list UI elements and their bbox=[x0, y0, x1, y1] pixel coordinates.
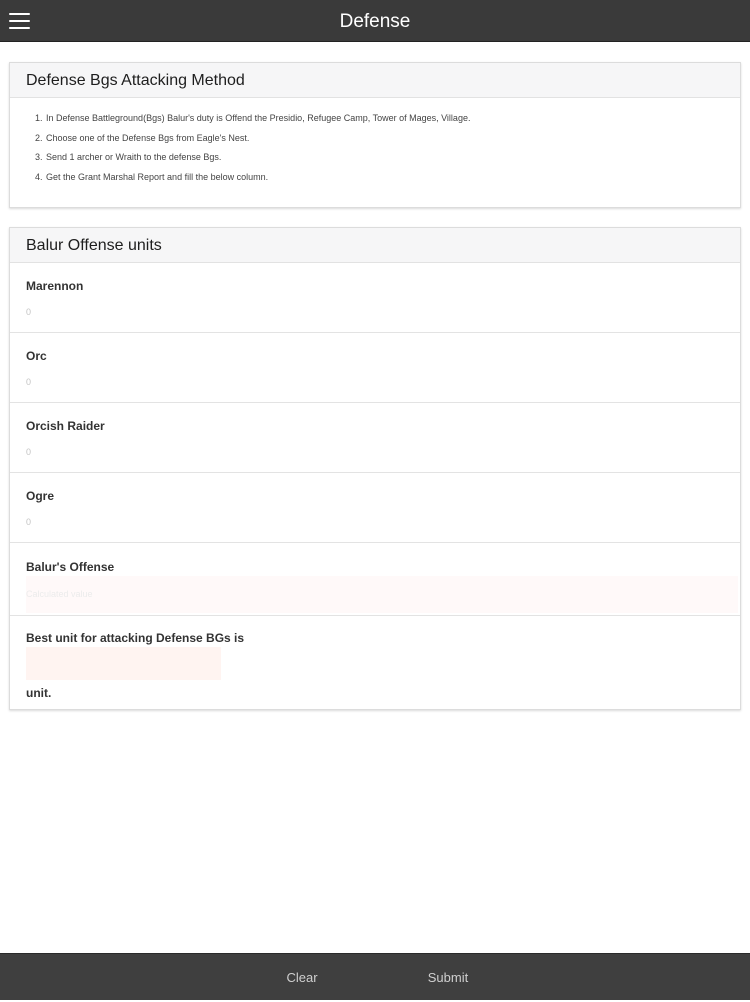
page-title: Defense bbox=[339, 11, 411, 32]
clear-button[interactable]: Clear bbox=[286, 970, 318, 985]
balur-offense-label: Balur's Offense bbox=[26, 560, 115, 574]
best-unit-suffix: unit. bbox=[26, 686, 52, 700]
method-step: 3. Send 1 archer or Wraith to the defense Bgs. bbox=[45, 151, 740, 171]
best-unit-row bbox=[10, 616, 740, 707]
offense-units-title: Balur Offense units bbox=[10, 228, 740, 263]
unit-row-ogre bbox=[10, 473, 740, 543]
best-unit-label: Best unit for attacking Defense BGs is bbox=[26, 631, 245, 645]
method-step: 4. Get the Grant Marshal Report and fill the below column. bbox=[45, 171, 740, 191]
balur-offense-value bbox=[26, 576, 738, 613]
method-step: 2. Choose one of the Defense Bgs from Eagle's Nest. bbox=[45, 132, 740, 152]
submit-button[interactable]: Submit bbox=[427, 970, 469, 985]
attacking-method-title: Defense Bgs Attacking Method bbox=[10, 63, 740, 98]
attacking-method-steps bbox=[10, 98, 740, 190]
balur-offense-placeholder: Calculated value bbox=[26, 589, 93, 599]
offense-units-card bbox=[9, 227, 741, 710]
orc-input[interactable] bbox=[24, 373, 728, 391]
orc-label: Orc bbox=[26, 349, 47, 363]
marennon-input[interactable] bbox=[24, 303, 728, 321]
bottom-action-bar bbox=[0, 953, 750, 1000]
unit-row-orc bbox=[10, 333, 740, 403]
attacking-method-card bbox=[9, 62, 741, 208]
top-navigation-bar bbox=[0, 0, 750, 42]
best-unit-value bbox=[26, 647, 221, 680]
unit-row-marennon bbox=[10, 263, 740, 333]
ogre-label: Ogre bbox=[26, 489, 55, 503]
ogre-input[interactable] bbox=[24, 513, 728, 531]
marennon-label: Marennon bbox=[26, 279, 84, 293]
orcish-raider-input[interactable] bbox=[24, 443, 728, 461]
balur-offense-row bbox=[10, 543, 740, 616]
unit-row-orcish-raider bbox=[10, 403, 740, 473]
orcish-raider-label: Orcish Raider bbox=[26, 419, 105, 433]
method-step: 1. In Defense Battleground(Bgs) Balur's duty is Offend the Presidio, Refugee Camp, Tower of Mages, Village. bbox=[45, 112, 740, 132]
